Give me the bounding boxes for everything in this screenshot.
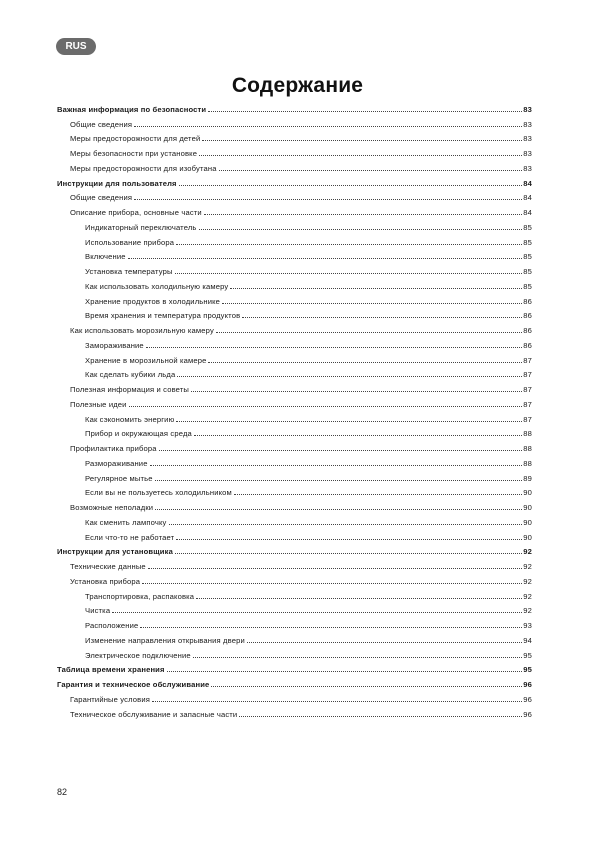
toc-entry-title: Возможные неполадки bbox=[70, 503, 154, 512]
toc-entry-title: Расположение bbox=[85, 621, 139, 630]
table-of-contents bbox=[57, 99, 532, 719]
toc-entry-page: 92 bbox=[523, 547, 532, 557]
toc-entry[interactable] bbox=[57, 350, 532, 365]
toc-entry-title: Инструкции для установщика bbox=[57, 547, 173, 557]
toc-entry-page: 92 bbox=[523, 576, 532, 586]
toc-dot-leader bbox=[208, 111, 522, 112]
toc-entry-page: 83 bbox=[523, 104, 532, 114]
toc-entry[interactable] bbox=[57, 512, 532, 527]
toc-entry-title: Регулярное мытье bbox=[85, 473, 153, 483]
toc-entry-page: 96 bbox=[523, 680, 532, 689]
toc-entry-page: 84 bbox=[523, 193, 532, 203]
toc-entry-page: 90 bbox=[523, 503, 532, 512]
toc-entry-title: Полезная информация и советы bbox=[70, 385, 190, 394]
toc-entry-title: Если вы не пользуетесь холодильником bbox=[85, 488, 232, 498]
toc-entry-title: Полезные идеи bbox=[70, 399, 127, 409]
toc-entry[interactable] bbox=[57, 276, 532, 291]
toc-entry-title: Меры предосторожности для детей bbox=[70, 134, 201, 144]
toc-entry-page: 86 bbox=[523, 311, 532, 321]
toc-entry[interactable] bbox=[57, 497, 532, 512]
toc-dot-leader bbox=[140, 627, 522, 628]
toc-entry[interactable] bbox=[57, 424, 532, 439]
toc-entry[interactable] bbox=[57, 645, 532, 660]
toc-entry-title: Использование прибора bbox=[85, 237, 175, 247]
toc-entry[interactable] bbox=[57, 571, 532, 586]
toc-entry-title: Время хранения и температура продуктов bbox=[85, 311, 241, 321]
toc-entry[interactable] bbox=[57, 247, 532, 262]
toc-entry-page: 92 bbox=[523, 591, 532, 601]
toc-entry-title: Включение bbox=[85, 252, 126, 262]
toc-entry-page: 92 bbox=[523, 562, 532, 571]
toc-entry[interactable] bbox=[57, 704, 532, 719]
toc-dot-leader bbox=[193, 657, 523, 658]
toc-entry-title: Прибор и окружающая среда bbox=[85, 429, 192, 439]
toc-dot-leader bbox=[155, 509, 522, 510]
toc-entry[interactable] bbox=[57, 483, 532, 498]
toc-entry-page: 85 bbox=[523, 222, 532, 232]
toc-entry-title: Как сменить лампочку bbox=[85, 517, 167, 527]
toc-entry[interactable] bbox=[57, 438, 532, 453]
toc-entry[interactable] bbox=[57, 320, 532, 335]
toc-entry-title: Общие сведения bbox=[70, 193, 133, 203]
toc-entry[interactable] bbox=[57, 527, 532, 542]
toc-entry[interactable] bbox=[57, 232, 532, 247]
toc-entry-page: 86 bbox=[523, 326, 532, 335]
toc-entry-page: 87 bbox=[523, 414, 532, 424]
toc-dot-leader bbox=[191, 391, 522, 392]
toc-entry[interactable] bbox=[57, 99, 532, 114]
toc-entry-page: 83 bbox=[523, 149, 532, 158]
toc-dot-leader bbox=[155, 480, 523, 481]
toc-entry-title: Хранение в морозильной камере bbox=[85, 355, 207, 365]
toc-entry[interactable] bbox=[57, 601, 532, 616]
toc-entry-title: Описание прибора, основные части bbox=[70, 208, 202, 217]
toc-entry[interactable] bbox=[57, 394, 532, 409]
toc-dot-leader bbox=[112, 612, 522, 613]
toc-entry[interactable] bbox=[57, 689, 532, 704]
toc-dot-leader bbox=[128, 258, 523, 259]
toc-entry-title: Гарантийные условия bbox=[70, 694, 150, 704]
toc-entry-title: Как использовать холодильную камеру bbox=[85, 281, 229, 291]
toc-entry-page: 85 bbox=[523, 281, 532, 291]
toc-entry-page: 87 bbox=[523, 370, 532, 380]
language-badge: RUS bbox=[56, 38, 96, 55]
toc-entry-page: 88 bbox=[523, 458, 532, 468]
toc-entry[interactable] bbox=[57, 202, 532, 217]
toc-entry-page: 88 bbox=[523, 429, 532, 439]
toc-entry-page: 86 bbox=[523, 296, 532, 306]
toc-entry-page: 90 bbox=[523, 532, 532, 542]
toc-entry-title: Общие сведения bbox=[70, 119, 133, 129]
toc-dot-leader bbox=[204, 214, 522, 215]
toc-entry[interactable] bbox=[57, 586, 532, 601]
toc-entry-page: 96 bbox=[523, 709, 532, 719]
toc-entry[interactable] bbox=[57, 409, 532, 424]
toc-entry-title: Техническое обслуживание и запасные части bbox=[70, 709, 238, 719]
toc-dot-leader bbox=[230, 288, 522, 289]
toc-entry-page: 83 bbox=[523, 134, 532, 144]
toc-entry[interactable] bbox=[57, 291, 532, 306]
toc-entry-title: Размораживание bbox=[85, 458, 148, 468]
toc-dot-leader bbox=[148, 568, 522, 569]
toc-dot-leader bbox=[196, 598, 522, 599]
toc-entry-title: Чистка bbox=[85, 606, 111, 616]
toc-entry-page: 84 bbox=[523, 178, 532, 188]
toc-entry[interactable] bbox=[57, 306, 532, 321]
toc-dot-leader bbox=[199, 155, 522, 156]
toc-entry-title: Изменение направления открывания двери bbox=[85, 635, 245, 645]
toc-entry-page: 90 bbox=[523, 517, 532, 527]
toc-dot-leader bbox=[176, 539, 522, 540]
toc-entry[interactable] bbox=[57, 468, 532, 483]
toc-entry-title: Установка температуры bbox=[85, 267, 173, 276]
toc-entry-page: 88 bbox=[523, 444, 532, 453]
toc-entry[interactable] bbox=[57, 173, 532, 188]
toc-dot-leader bbox=[222, 303, 522, 304]
toc-dot-leader bbox=[234, 494, 522, 495]
toc-entry[interactable] bbox=[57, 335, 532, 350]
toc-dot-leader bbox=[239, 716, 522, 717]
toc-entry-title: Таблица времени хранения bbox=[57, 665, 165, 675]
toc-dot-leader bbox=[146, 347, 522, 348]
toc-dot-leader bbox=[242, 317, 522, 318]
toc-entry-page: 92 bbox=[523, 606, 532, 616]
toc-dot-leader bbox=[169, 524, 523, 525]
toc-entry-title: Инструкции для пользователя bbox=[57, 178, 177, 188]
toc-dot-leader bbox=[129, 406, 523, 407]
toc-entry[interactable] bbox=[57, 143, 532, 158]
toc-entry-page: 83 bbox=[523, 163, 532, 173]
toc-dot-leader bbox=[152, 701, 522, 702]
toc-entry-title: Гарантия и техническое обслуживание bbox=[57, 680, 210, 689]
toc-entry-page: 96 bbox=[523, 694, 532, 704]
toc-entry-page: 85 bbox=[523, 267, 532, 276]
toc-entry-page: 90 bbox=[523, 488, 532, 498]
toc-dot-leader bbox=[175, 553, 522, 554]
toc-dot-leader bbox=[211, 686, 522, 687]
toc-entry[interactable] bbox=[57, 365, 532, 380]
toc-entry-page: 85 bbox=[523, 252, 532, 262]
toc-dot-leader bbox=[247, 642, 522, 643]
toc-dot-leader bbox=[159, 450, 523, 451]
toc-entry[interactable] bbox=[57, 188, 532, 203]
toc-dot-leader bbox=[219, 170, 523, 171]
toc-dot-leader bbox=[175, 273, 523, 274]
toc-dot-leader bbox=[179, 185, 523, 186]
toc-dot-leader bbox=[202, 140, 522, 141]
toc-entry-title: Электрическое подключение bbox=[85, 650, 191, 660]
toc-dot-leader bbox=[194, 435, 522, 436]
toc-dot-leader bbox=[208, 362, 522, 363]
toc-entry-page: 89 bbox=[523, 473, 532, 483]
toc-entry-page: 84 bbox=[523, 208, 532, 217]
toc-dot-leader bbox=[134, 126, 522, 127]
toc-dot-leader bbox=[142, 583, 522, 584]
toc-entry[interactable] bbox=[57, 615, 532, 630]
toc-entry-page: 83 bbox=[523, 119, 532, 129]
toc-entry-page: 87 bbox=[523, 385, 532, 394]
toc-entry-title: Профилактика прибора bbox=[70, 444, 157, 453]
toc-entry-title: Хранение продуктов в холодильнике bbox=[85, 296, 221, 306]
toc-entry[interactable] bbox=[57, 630, 532, 645]
toc-entry-page: 87 bbox=[523, 355, 532, 365]
toc-dot-leader bbox=[177, 376, 522, 377]
toc-entry-title: Меры предосторожности для изобутана bbox=[70, 163, 217, 173]
toc-dot-leader bbox=[167, 671, 523, 672]
toc-entry[interactable] bbox=[57, 261, 532, 276]
toc-entry[interactable] bbox=[57, 453, 532, 468]
page-title: Содержание bbox=[231, 74, 364, 98]
toc-dot-leader bbox=[150, 465, 523, 466]
toc-entry-title: Индикаторный переключатель bbox=[85, 222, 197, 232]
toc-entry-title: Как использовать морозильную камеру bbox=[70, 326, 214, 335]
toc-entry[interactable] bbox=[57, 556, 532, 571]
toc-entry[interactable] bbox=[57, 114, 532, 129]
toc-entry-page: 93 bbox=[523, 621, 532, 630]
toc-entry-title: Как сэкономить энергию bbox=[85, 414, 175, 424]
toc-entry-page: 95 bbox=[523, 650, 532, 660]
toc-entry-title: Важная информация по безопасности bbox=[57, 104, 207, 114]
toc-entry-title: Установка прибора bbox=[70, 576, 141, 586]
toc-dot-leader bbox=[199, 229, 523, 230]
toc-entry-page: 85 bbox=[523, 237, 532, 247]
toc-entry[interactable] bbox=[57, 660, 532, 675]
toc-entry[interactable] bbox=[57, 674, 532, 689]
toc-entry-title: Транспортировка, распаковка bbox=[85, 591, 195, 601]
toc-entry-title: Технические данные bbox=[70, 562, 146, 571]
page-number: 82 bbox=[57, 787, 68, 797]
toc-entry-title: Если что-то не работает bbox=[85, 532, 175, 542]
toc-entry-title: Меры безопасности при установке bbox=[70, 149, 198, 158]
toc-entry[interactable] bbox=[57, 129, 532, 144]
toc-entry[interactable] bbox=[57, 379, 532, 394]
toc-entry[interactable] bbox=[57, 542, 532, 557]
toc-dot-leader bbox=[216, 332, 522, 333]
toc-entry[interactable] bbox=[57, 158, 532, 173]
toc-dot-leader bbox=[176, 244, 522, 245]
toc-entry-page: 94 bbox=[523, 635, 532, 645]
toc-entry-title: Замораживание bbox=[85, 340, 144, 350]
toc-entry[interactable] bbox=[57, 217, 532, 232]
toc-entry-page: 86 bbox=[523, 340, 532, 350]
toc-entry-page: 87 bbox=[523, 399, 532, 409]
toc-dot-leader bbox=[176, 421, 522, 422]
toc-dot-leader bbox=[134, 199, 522, 200]
toc-entry-title: Как сделать кубики льда bbox=[85, 370, 176, 380]
toc-entry-page: 95 bbox=[523, 665, 532, 675]
